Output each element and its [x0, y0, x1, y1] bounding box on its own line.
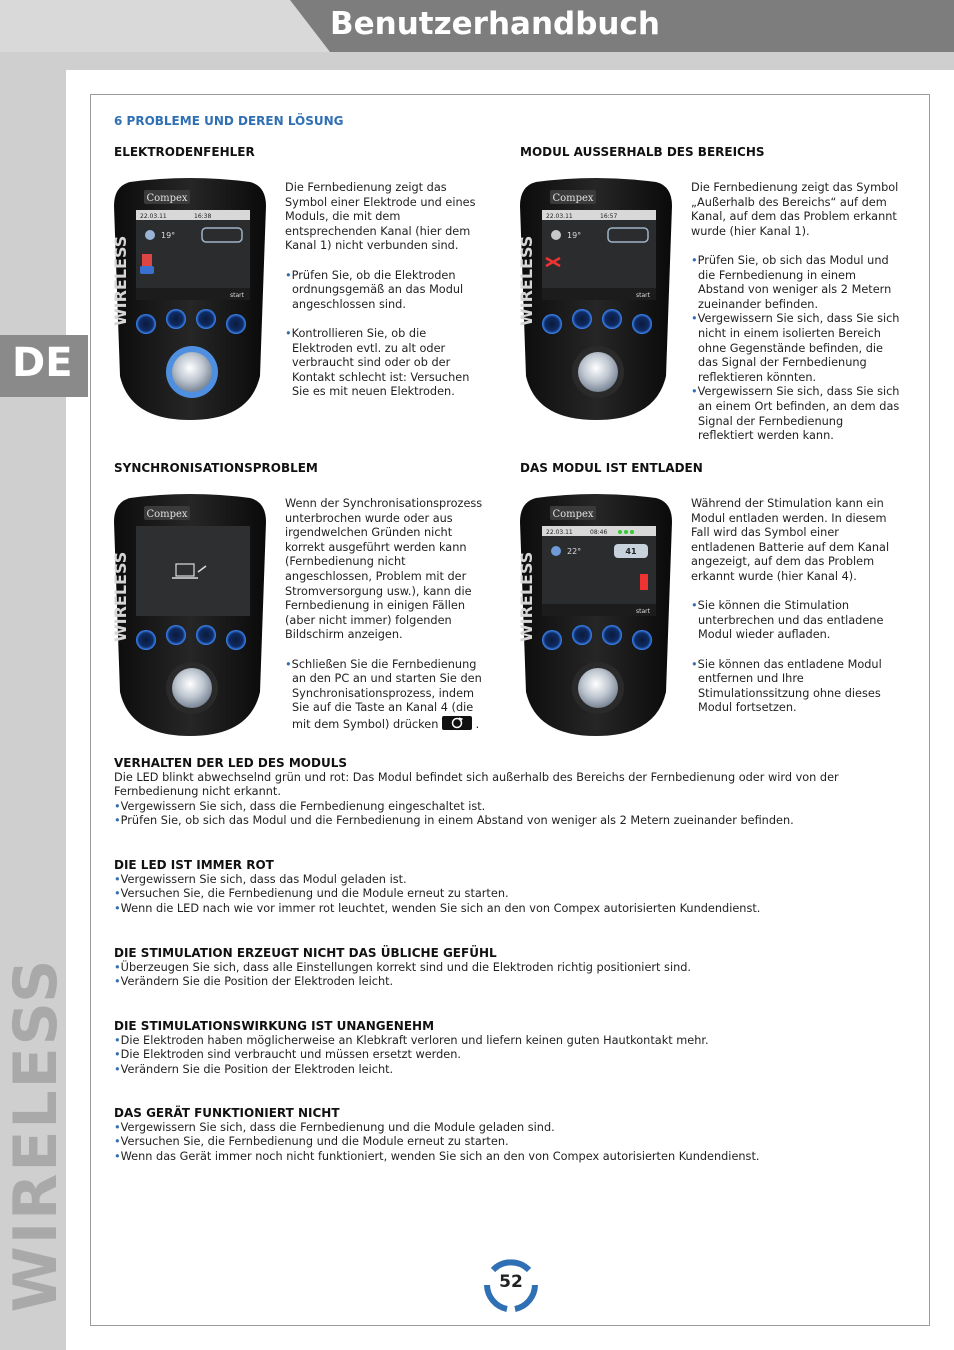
panel-intro: Die Fernbedienung zeigt das Symbol einer Elektrode und eines Moduls, die mit dem entsprechenden Kanal (hier dem Kanal 1) nicht verbunden sind. [285, 181, 476, 253]
device-start-label: start [230, 292, 244, 299]
section-bullet: • Verändern Sie die Position der Elektroden leicht. [114, 1063, 914, 1078]
section-stimulation-unpleasant [114, 1019, 914, 1077]
panel-text-electrode [285, 181, 480, 400]
vertical-brand-text: WIRELESS [1, 957, 71, 1313]
panel-text-sync [285, 497, 485, 733]
section-bullet: • Vergewissern Sie sich, dass das Modul geladen ist. [114, 873, 914, 888]
panel-bullet: • Kontrollieren Sie, ob die Elektroden evtl. zu alt oder verbraucht sind oder ob der Kontakt schlecht ist: Versuchen Sie es mit neuen Elektroden. [285, 327, 480, 400]
device-value: 41 [625, 547, 637, 556]
language-label: DE [12, 340, 73, 386]
section-device-not-working [114, 1106, 914, 1164]
panel-text-out-of-range [691, 181, 901, 444]
device-side-text: WIRELESS [111, 551, 130, 642]
section-led-red [114, 858, 914, 916]
section-bullet: • Vergewissern Sie sich, dass die Fernbedienung eingeschaltet ist. [114, 800, 914, 815]
section-heading: DIE STIMULATIONSWIRKUNG IST UNANGENEHM [114, 1019, 435, 1033]
remote-device-image-out-of-range [516, 176, 676, 422]
section-bullet: • Die Elektroden sind verbraucht und müssen ersetzt werden. [114, 1048, 914, 1063]
section-line: Die LED blinkt abwechselnd grün und rot: Das Modul befindet sich außerhalb des Bereichs der Fernbedienung oder wird von der [114, 770, 839, 784]
page-number: 52 [499, 1272, 523, 1292]
device-side-text: WIRELESS [517, 235, 536, 326]
section-stimulation-feeling [114, 946, 914, 990]
remote-device-image-electrode [110, 176, 270, 422]
device-start-label: start [636, 292, 650, 299]
panel-heading-out-of-range: MODUL AUSSERHALB DES BEREICHS [520, 145, 765, 159]
panel-heading-sync: SYNCHRONISATIONSPROBLEM [114, 461, 318, 475]
device-brand: Compex [146, 509, 188, 520]
device-brand: Compex [552, 509, 594, 520]
panel-bullet-tail: . [475, 717, 480, 731]
device-date: 22.03.11 [546, 213, 573, 220]
panel-intro: Die Fernbedienung zeigt das Symbol „Außerhalb des Bereichs“ auf dem Kanal, auf dem das Problem erkannt wurde (hier Kanal 1). [691, 181, 899, 238]
device-brand: Compex [146, 193, 188, 204]
device-temp: 19° [161, 231, 176, 240]
page-number-badge [482, 1255, 540, 1313]
section-title: 6 PROBLEME UND DEREN LÖSUNG [114, 114, 344, 128]
section-led-behaviour [114, 756, 914, 829]
panel-intro: Wenn der Synchronisationsprozess unterbrochen wurde oder aus irgendwelchen Gründen nicht korrekt ausgeführt werden kann (Fernbedienung nicht angeschlossen, Problem mit der Stromversorgung usw.), kann die Fernbedienung in einigen Fällen (aber nicht immer) folgenden Bildschirm anzeigen. [285, 497, 483, 642]
section-line: Fernbedienung nicht erkannt. [114, 785, 281, 799]
device-start-label: start [636, 608, 650, 615]
device-date: 22.03.11 [140, 213, 167, 220]
header-underline-strip [0, 52, 954, 70]
section-bullet: • Prüfen Sie, ob sich das Modul und die Fernbedienung in einem Abstand von weniger als 2 Metern zueinander befinden. [114, 814, 914, 829]
device-side-text: WIRELESS [111, 235, 130, 326]
device-side-text: WIRELESS [517, 551, 536, 642]
section-bullet: • Verändern Sie die Position der Elektroden leicht. [114, 975, 914, 990]
section-bullet: • Vergewissern Sie sich, dass die Fernbedienung und die Module geladen sind. [114, 1121, 914, 1136]
panel-intro: Während der Stimulation kann ein Modul entladen werden. In diesem Fall wird das Symbol einer entladenen Batterie auf dem Kanal angezeigt, auf dem das Problem erkannt wurde (hier Kanal 4). [691, 497, 890, 583]
panel-bullet: • Prüfen Sie, ob sich das Modul und die Fernbedienung in einem Abstand von weniger als 2 Metern zueinander befinden. [691, 254, 901, 312]
sync-icon [442, 716, 472, 730]
device-brand: Compex [552, 193, 594, 204]
device-time: 08:46 [590, 529, 608, 536]
panel-text-discharged [691, 497, 896, 716]
panel-heading-discharged: DAS MODUL IST ENTLADEN [520, 461, 703, 475]
panel-heading-electrode: ELEKTRODENFEHLER [114, 145, 255, 159]
section-bullet: • Wenn die LED nach wie vor immer rot leuchtet, wenden Sie sich an den von Compex autorisierten Kundendienst. [114, 902, 914, 917]
section-bullet: • Wenn das Gerät immer noch nicht funktioniert, wenden Sie sich an den von Compex autorisierten Kundendienst. [114, 1150, 914, 1165]
section-heading: DIE STIMULATION ERZEUGT NICHT DAS ÜBLICHE GEFÜHL [114, 946, 497, 960]
page-header-title: Benutzerhandbuch [330, 6, 660, 42]
panel-bullet: • Sie können das entladene Modul entfernen und Ihre Stimulationssitzung ohne dieses Modul fortsetzen. [691, 658, 896, 716]
section-heading: VERHALTEN DER LED DES MODULS [114, 756, 347, 770]
device-date: 22.03.11 [546, 529, 573, 536]
panel-bullet: • Vergewissern Sie sich, dass Sie sich an einem Ort befinden, an dem das Signal der Fernbedienung reflektiert werden kann. [691, 385, 901, 443]
device-time: 16:57 [600, 213, 618, 220]
device-temp: 22° [567, 547, 582, 556]
remote-device-image-sync [110, 492, 270, 738]
panel-bullet-with-icon [285, 658, 485, 733]
panel-bullet: • Vergewissern Sie sich, dass Sie sich nicht in einem isolierten Bereich ohne Gegenstände befinden, die das Signal der Fernbedienung reflektieren könnten. [691, 312, 901, 385]
panel-bullet: • Prüfen Sie, ob die Elektroden ordnungsgemäß an das Modul angeschlossen sind. [285, 269, 480, 313]
section-bullet: • Versuchen Sie, die Fernbedienung und die Module erneut zu starten. [114, 1135, 914, 1150]
section-heading: DIE LED IST IMMER ROT [114, 858, 274, 872]
section-bullet: • Versuchen Sie, die Fernbedienung und die Module erneut zu starten. [114, 887, 914, 902]
panel-bullet: Schließen Sie die Fernbedienung an den PC an und starten Sie den Synchronisationsprozess, indem Sie auf die Taste an Kanal 4 (die mit dem Symbol) drücken [291, 657, 482, 731]
section-heading: DAS GERÄT FUNKTIONIERT NICHT [114, 1106, 340, 1120]
panel-bullet: • Sie können die Stimulation unterbrechen und das entladene Modul wieder aufladen. [691, 599, 896, 643]
device-temp: 19° [567, 231, 582, 240]
remote-device-image-discharged [516, 492, 676, 738]
device-time: 16:38 [194, 213, 212, 220]
section-bullet: • Überzeugen Sie sich, dass alle Einstellungen korrekt sind und die Elektroden richtig positioniert sind. [114, 961, 914, 976]
section-bullet: • Die Elektroden haben möglicherweise an Klebkraft verloren und liefern keinen guten Hautkontakt mehr. [114, 1034, 914, 1049]
